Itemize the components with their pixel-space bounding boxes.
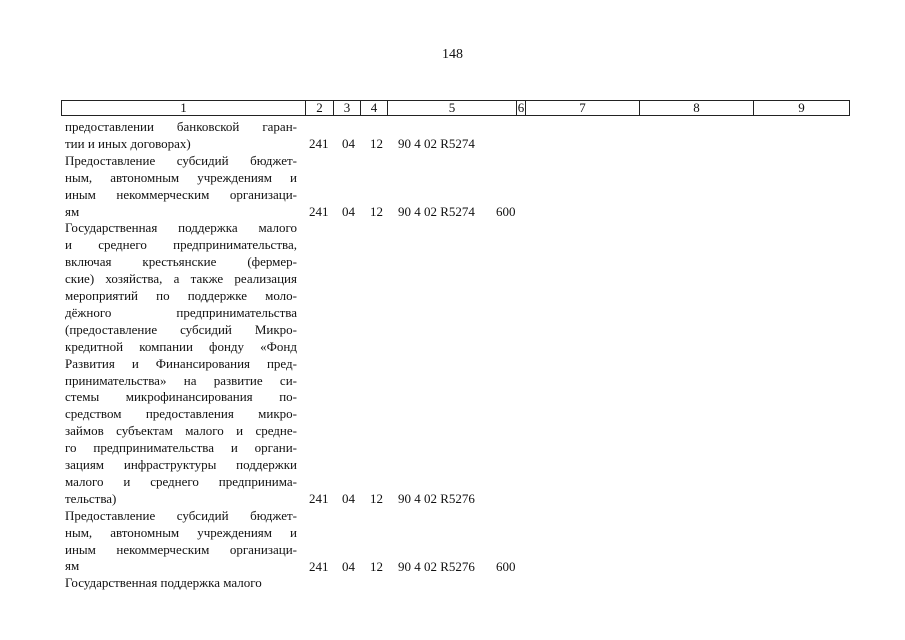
cell-c4: 12 (370, 136, 383, 152)
header-col-4: 4 (360, 101, 387, 115)
row-description (65, 220, 297, 507)
description-line: (предоставление субсидий Микро- (65, 321, 297, 337)
header-col-3: 3 (333, 101, 360, 115)
description-line: ские) хозяйства, а также реализация (65, 271, 297, 287)
description-line: ным, автономным учреждениям и (65, 169, 297, 185)
description-line: ям (65, 558, 80, 574)
header-col-8: 8 (639, 101, 753, 115)
description-line: принимательства» на развитие си- (65, 372, 297, 388)
description-line: малого и среднего предпринима- (65, 473, 297, 489)
description-line: Развития и Финансирования пред- (65, 355, 297, 371)
description-line: иным некоммерческим организаци- (65, 186, 297, 202)
cell-c3: 04 (342, 558, 355, 574)
cell-c5: 90 4 02 R5276 (398, 558, 475, 574)
row-description (65, 153, 297, 221)
header-col-2: 2 (305, 101, 333, 115)
cell-c2: 241 (309, 491, 329, 507)
row-description (65, 575, 297, 592)
description-line: кредитной компании фонду «Фонд (65, 338, 297, 354)
header-col-9: 9 (753, 101, 849, 115)
description-line: зациям инфраструктуры поддержки (65, 457, 297, 473)
description-line: займов субъектам малого и средне- (65, 423, 297, 439)
description-line: средством предоставления микро- (65, 406, 297, 422)
page-number: 148 (442, 47, 463, 62)
description-line: включая крестьянские (фермер- (65, 254, 297, 270)
description-line: мероприятий по поддержке моло- (65, 288, 297, 304)
cell-c2: 241 (309, 204, 329, 219)
cell-c2: 241 (309, 558, 329, 574)
description-line: го предпринимательства и органи- (65, 440, 297, 456)
cell-c6: 600 (496, 558, 516, 574)
description-line: Предоставление субсидий бюджет- (65, 152, 297, 168)
cell-c2: 241 (309, 136, 329, 152)
cell-c5: 90 4 02 R5274 (398, 136, 475, 152)
description-line: дёжного предпринимательства (65, 304, 297, 320)
header-col-1: 1 (180, 100, 187, 115)
description-line: Предоставление субсидий бюджет- (65, 507, 297, 523)
header-col-7: 7 (525, 101, 639, 115)
cell-c3: 04 (342, 204, 355, 219)
description-line: и среднего предпринимательства, (65, 237, 297, 253)
row-description (65, 508, 297, 576)
row-description (65, 119, 297, 153)
description-line: тии и иных договорах) (65, 135, 191, 151)
cell-c5: 90 4 02 R5274 (398, 204, 475, 219)
description-line: ям (65, 203, 80, 219)
cell-c3: 04 (342, 491, 355, 507)
cell-c6: 600 (496, 204, 516, 219)
description-line: стемы микрофинансирования по- (65, 389, 297, 405)
description-line: Государственная поддержка малого (65, 575, 262, 591)
cell-c4: 12 (370, 558, 383, 574)
header-col-6: 6 (517, 100, 525, 115)
cell-c4: 12 (370, 491, 383, 507)
description-line: иным некоммерческим организаци- (65, 541, 297, 557)
description-line: предоставлении банковской гаран- (65, 119, 297, 134)
cell-c3: 04 (342, 136, 355, 152)
description-line: ным, автономным учреждениям и (65, 524, 297, 540)
description-line: Государственная поддержка малого (65, 220, 297, 236)
header-col-5: 5 (387, 101, 516, 115)
cell-c4: 12 (370, 204, 383, 219)
table-header (61, 100, 850, 116)
cell-c5: 90 4 02 R5276 (398, 491, 475, 507)
description-line: тельства) (65, 490, 117, 506)
